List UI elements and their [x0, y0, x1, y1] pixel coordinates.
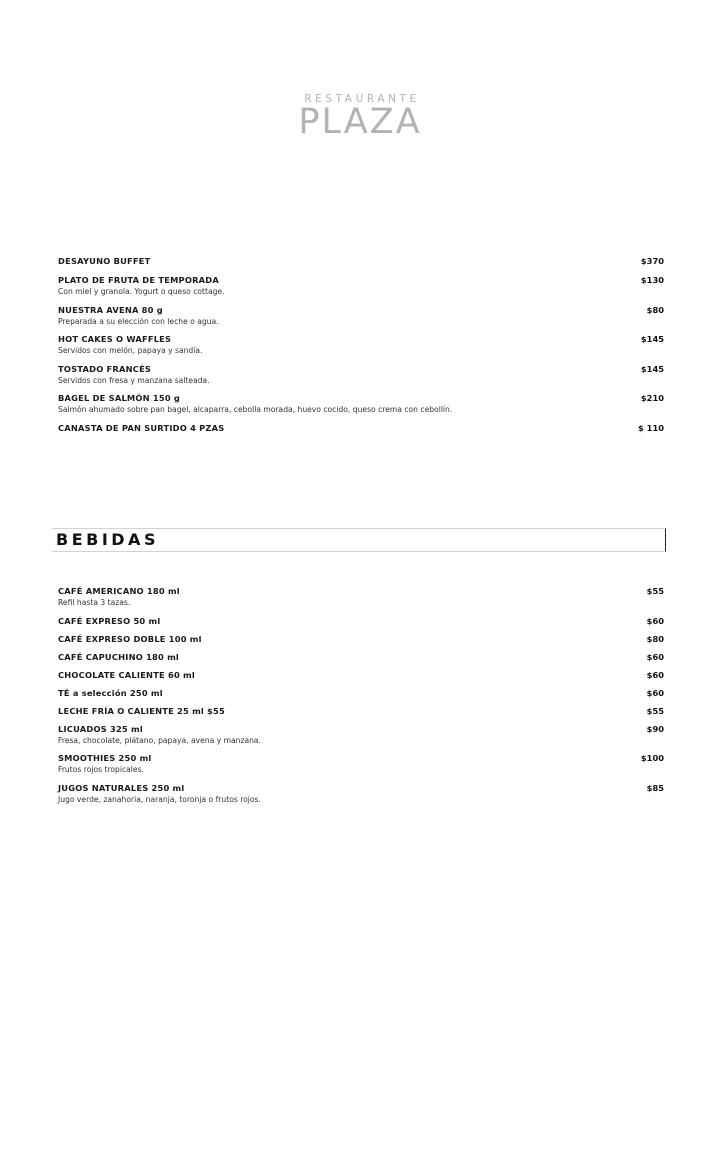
menu-item [58, 305, 664, 335]
menu-item [58, 634, 664, 652]
item-name: LICUADOS 325 ml [58, 723, 143, 734]
item-price: $130 [640, 275, 664, 285]
breakfast-menu [58, 256, 664, 442]
item-price: $60 [646, 615, 664, 626]
menu-item [58, 256, 664, 275]
item-price: $55 [646, 705, 664, 716]
item-name: LECHE FRÍA O CALIENTE 25 ml $55 [58, 705, 225, 716]
drinks-menu [58, 586, 664, 812]
item-price: $60 [646, 651, 664, 662]
menu-item [58, 334, 664, 364]
item-price: $60 [646, 687, 664, 698]
item-description: Servidos con melón, papaya y sandía. [58, 346, 203, 355]
menu-item [58, 393, 664, 423]
item-price: $85 [646, 782, 664, 793]
item-name: HOT CAKES O WAFFLES [58, 334, 172, 344]
item-name: TÉ a selección 250 ml [58, 687, 163, 698]
section-title: BEBIDAS [56, 530, 159, 549]
item-description: Fresa, chocolate, plátano, papaya, avena y manzana. [58, 735, 261, 745]
menu-item [58, 275, 664, 305]
item-description: Preparada a su elección con leche o agua. [58, 316, 219, 326]
item-name: JUGOS NATURALES 250 ml [58, 782, 185, 793]
item-price: $60 [646, 669, 664, 680]
restaurant-logo [0, 93, 720, 142]
item-name: CAFÉ EXPRESO DOBLE 100 ml [58, 633, 202, 644]
menu-item [58, 652, 664, 670]
item-name: CANASTA DE PAN SURTIDO 4 PZAS [58, 422, 225, 433]
menu-item [58, 688, 664, 706]
item-price: $145 [640, 334, 664, 344]
item-price: $80 [646, 633, 664, 644]
menu-item [58, 670, 664, 688]
item-name: CAFÉ CAPUCHINO 180 ml [58, 651, 179, 662]
menu-item [58, 423, 664, 442]
item-description: Con miel y granola. Yogurt o queso cottage. [58, 287, 225, 296]
drinks-section-header [52, 528, 666, 552]
logo-subtitle: RESTAURANTE [304, 93, 420, 105]
item-name: TOSTADO FRANCÉS [58, 363, 152, 374]
item-name: CAFÉ AMERICANO 180 ml [58, 586, 180, 596]
menu-item [58, 753, 664, 783]
item-price: $90 [646, 723, 664, 734]
item-price: $80 [646, 304, 664, 315]
item-name: BAGEL DE SALMÓN 150 g [58, 393, 181, 403]
menu-item [58, 616, 664, 634]
menu-item [58, 783, 664, 813]
item-description: Servidos con fresa y manzana salteada. [58, 375, 210, 385]
logo-title: PLAZA [298, 102, 422, 142]
menu-item [58, 724, 664, 754]
item-name: CAFÉ EXPRESO 50 ml [58, 615, 161, 626]
item-description: Jugo verde, zanahoria, naranja, toronja o frutos rojos. [58, 794, 261, 804]
menu-item [58, 586, 664, 616]
item-price: $145 [640, 363, 664, 374]
item-name: CHOCOLATE CALIENTE 60 ml [58, 669, 195, 680]
item-name: NUESTRA AVENA 80 g [58, 304, 163, 315]
item-description: Refil hasta 3 tazas. [58, 598, 131, 607]
item-description: Salmón ahumado sobre pan bagel, alcaparra, cebolla morada, huevo cocido, queso crema con cebollín. [58, 405, 453, 414]
item-price: $100 [640, 753, 664, 763]
item-price: $210 [640, 393, 664, 403]
item-name: SMOOTHIES 250 ml [58, 753, 152, 763]
item-name: DESAYUNO BUFFET [58, 256, 151, 266]
menu-item [58, 364, 664, 394]
item-price: $ 110 [638, 422, 664, 433]
menu-item [58, 706, 664, 724]
item-price: $55 [646, 586, 664, 596]
item-name: PLATO DE FRUTA DE TEMPORADA [58, 275, 219, 285]
item-price: $370 [640, 256, 664, 266]
item-description: Frutos rojos tropicales. [58, 765, 144, 774]
